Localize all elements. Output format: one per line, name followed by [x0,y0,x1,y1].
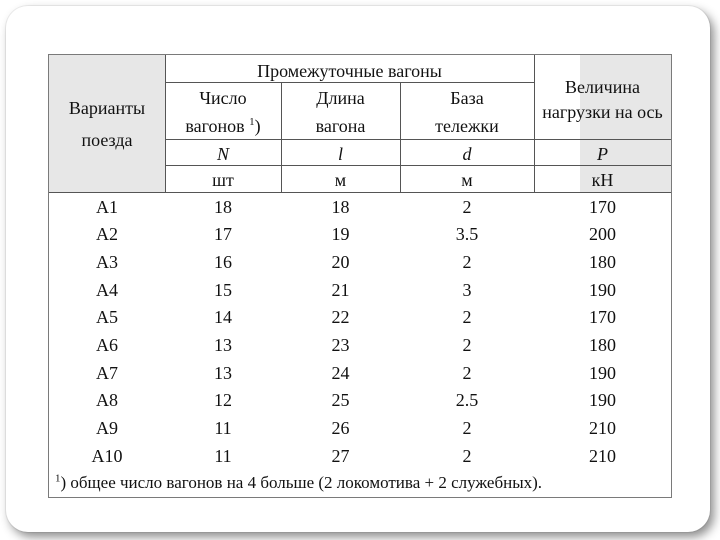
cell-variant: А5 [96,307,118,327]
cell-load: 170 [589,307,616,327]
cell-count: 11 [214,446,232,466]
footnote [55,472,665,494]
cell-length: 19 [331,224,350,244]
cell-base: 2 [462,418,472,438]
cell-base: 3.5 [455,224,479,244]
data-table [48,54,672,498]
cell-variant: А7 [96,363,118,383]
cell-length: 20 [331,252,350,272]
header-length-symbol: l [337,144,343,164]
cell-load: 200 [589,224,616,244]
header-load-unit: кН [591,170,614,190]
cell-count: 17 [214,224,232,244]
header-base-unit: м [461,170,473,190]
cell-variant: А9 [96,418,118,438]
header-variants-line1: Варианты [68,98,146,118]
header-base-symbol: d [462,144,472,164]
cell-load: 210 [589,418,616,438]
cell-length: 18 [331,197,350,217]
table-row [49,443,671,470]
cell-count: 16 [214,252,232,272]
header-count-line2: вагонов $^1$) [185,116,261,136]
cell-base: 2.5 [455,390,479,410]
cell-count: 15 [214,280,232,300]
cell-load: 170 [589,197,616,217]
header-count-line1: Число [199,88,247,108]
cell-length: 26 [331,418,350,438]
cell-count: 18 [214,197,232,217]
cell-base: 2 [462,363,472,383]
table-row [49,249,671,276]
header-bottom-line [49,192,671,193]
group-underline [165,82,534,83]
cell-load: 180 [589,335,616,355]
table-row [49,387,671,414]
cell-base: 2 [462,446,472,466]
cell-count: 13 [214,335,232,355]
cell-variant: А1 [96,197,118,217]
cell-base: 2 [462,252,472,272]
symbols-bottom-line [165,165,671,166]
header-group-title: Промежуточные вагоны [257,61,442,81]
cell-length: 21 [331,280,350,300]
cell-count: 12 [214,390,232,410]
cell-length: 24 [331,363,350,383]
table-row [49,221,671,248]
header-length-unit: м [334,170,347,190]
header-base-line2: тележки [435,116,499,136]
cell-variant: А10 [91,446,123,466]
cell-length: 27 [331,446,350,466]
cell-load: 190 [589,363,616,383]
cell-load: 190 [589,280,616,300]
cell-count: 11 [214,418,232,438]
cell-count: 13 [214,363,232,383]
cell-length: 22 [331,307,350,327]
footnote-number: 1 [55,472,61,485]
footnote-text: ) общее число вагонов на 4 больше (2 локомотива + 2 служебных). [60,473,543,492]
cell-variant: А2 [96,224,118,244]
header-load-line2: нагрузки на ось [542,102,663,122]
header-load-symbol: P [597,144,608,164]
header-variants-line2: поезда [81,130,133,150]
cell-load: 180 [589,252,616,272]
footnote-marker: 1 [249,116,255,128]
cell-count: 14 [214,307,232,327]
cell-load: 210 [589,446,616,466]
header-load-line1: Величина [565,77,640,97]
cell-variant: А6 [96,335,118,355]
header-count-symbol: N [216,144,229,164]
cell-length: 23 [331,335,350,355]
table-row [49,415,671,442]
cell-base: 3 [462,280,472,300]
header-length-line1: Длина [316,88,365,108]
cell-load: 190 [589,390,616,410]
table-row [49,332,671,359]
table-row [49,304,671,331]
cell-base: 2 [462,197,472,217]
header-length-line2: вагона [315,116,366,136]
cell-variant: А8 [96,390,118,410]
cell-base: 2 [462,335,472,355]
cell-length: 25 [331,390,350,410]
table-row [49,360,671,387]
header-base-line1: База [450,88,484,108]
cell-variant: А4 [96,280,118,300]
header-count-unit: шт [212,170,234,190]
names-bottom-line [165,139,671,140]
cell-base: 2 [462,307,472,327]
cell-variant: А3 [96,252,118,272]
table-row [49,277,671,304]
table-row [49,194,671,221]
